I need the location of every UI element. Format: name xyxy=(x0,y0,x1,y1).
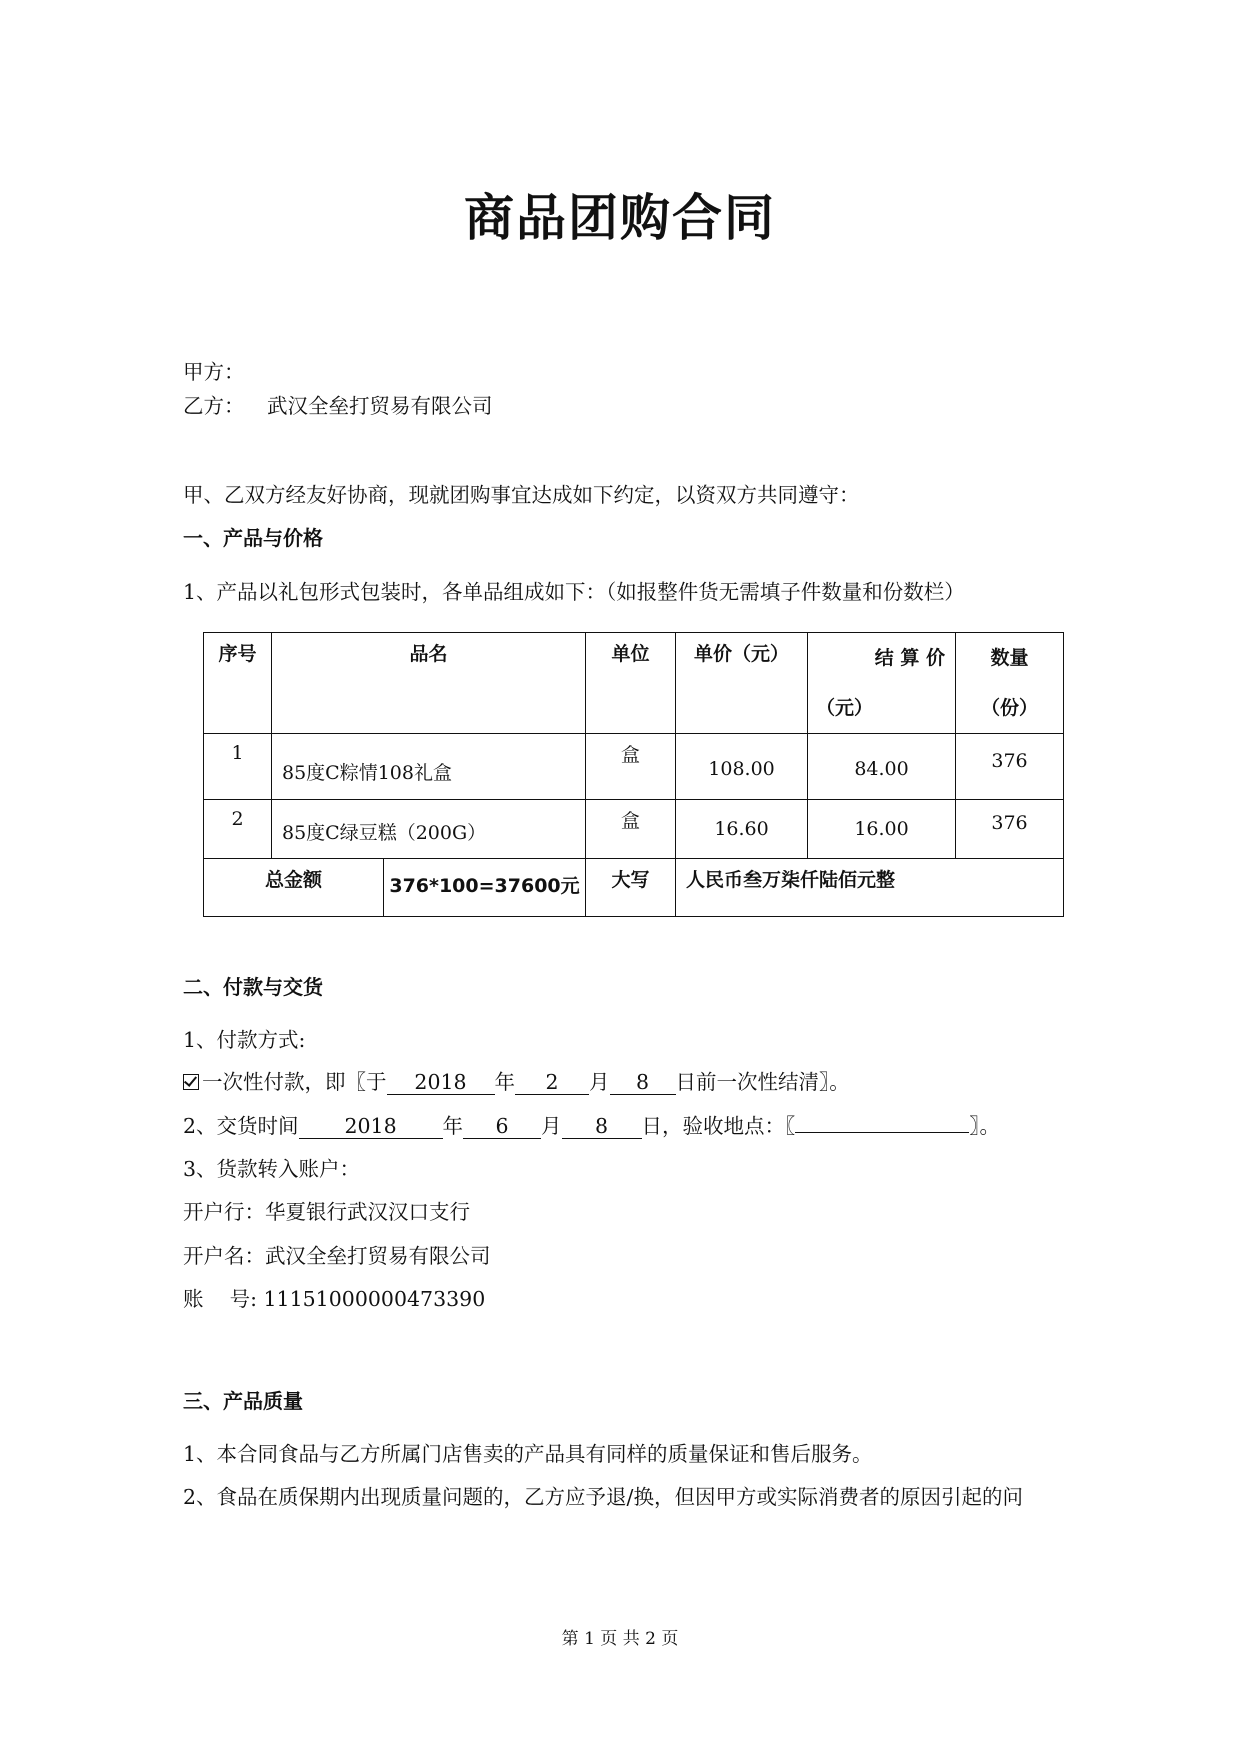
delivery-line xyxy=(183,1112,1000,1140)
section2-heading: 二、付款与交货 xyxy=(183,975,323,999)
header-settle-line1: 结 算 价 xyxy=(874,647,946,669)
bank-line xyxy=(183,1198,470,1226)
row1-settle: 84.00 xyxy=(808,734,956,800)
header-settle-line2: （元） xyxy=(816,697,874,719)
payment-prefix: 一次性付款，即〖于 xyxy=(202,1070,387,1094)
holder-line xyxy=(183,1242,491,1270)
delivery-day: 8 xyxy=(562,1114,642,1139)
row1-qty: 376 xyxy=(956,734,1064,800)
account-label: 3、货款转入账户： xyxy=(183,1157,361,1181)
delivery-month: 6 xyxy=(463,1114,541,1139)
capital-label: 大写 xyxy=(586,859,676,917)
pay-month: 2 xyxy=(515,1070,589,1095)
row1-name: 85度C粽情108礼盒 xyxy=(272,734,586,800)
header-name: 品名 xyxy=(272,633,586,734)
header-no: 序号 xyxy=(204,633,272,734)
row1-price: 108.00 xyxy=(676,734,808,800)
header-settle xyxy=(808,633,956,734)
delivery-prefix: 2、交货时间 xyxy=(183,1114,299,1138)
table-row xyxy=(204,800,1064,859)
row1-no: 1 xyxy=(204,734,272,800)
row2-no: 2 xyxy=(204,800,272,859)
checkbox-checked-icon xyxy=(183,1074,199,1090)
table-total-row xyxy=(204,859,1064,917)
header-qty xyxy=(956,633,1064,734)
acct-value: 11151000000473390 xyxy=(263,1287,486,1311)
section1-heading: 一、产品与价格 xyxy=(183,526,323,550)
header-qty-line2: （份） xyxy=(981,697,1039,719)
header-qty-line1: 数量 xyxy=(990,647,1029,669)
section3-heading: 三、产品质量 xyxy=(183,1389,303,1413)
table-header-row xyxy=(204,633,1064,734)
pay-month-char: 月 xyxy=(589,1070,610,1094)
row2-unit: 盒 xyxy=(586,800,676,859)
party-a-label: 甲方： xyxy=(183,360,245,384)
delivery-year-char: 年 xyxy=(442,1114,464,1138)
section3-item1: 1、本合同食品与乙方所属门店售卖的产品具有同样的质量保证和售后服务。 xyxy=(183,1442,873,1466)
header-unit: 单位 xyxy=(586,633,676,734)
page-footer: 第 1 页 共 2 页 xyxy=(561,1629,679,1649)
delivery-place xyxy=(795,1132,969,1133)
delivery-year: 2018 xyxy=(299,1114,443,1139)
section1-item1: 1、产品以礼包形式包装时，各单品组成如下：（如报整件货无需填子件数量和份数栏） xyxy=(183,580,965,604)
payment-suffix: 日前一次性结清〗。 xyxy=(675,1070,850,1094)
acct-line xyxy=(183,1285,485,1313)
product-table xyxy=(203,632,1064,917)
delivery-month-char: 月 xyxy=(541,1114,562,1138)
intro-text: 甲、乙双方经友好协商，现就团购事宜达成如下约定，以资双方共同遵守： xyxy=(183,483,860,507)
bank-value: 华夏银行武汉汉口支行 xyxy=(265,1200,470,1224)
total-label: 总金额 xyxy=(204,859,384,917)
acct-label: 账 号: xyxy=(183,1287,257,1311)
total-value: 376*100=37600元 xyxy=(384,859,586,917)
holder-label: 开户名： xyxy=(183,1244,265,1268)
capital-value: 人民币叁万柒仟陆佰元整 xyxy=(676,859,1064,917)
header-price: 单价（元） xyxy=(676,633,808,734)
party-b-name: 武汉全垒打贸易有限公司 xyxy=(267,394,493,418)
party-b-label: 乙方： xyxy=(183,394,245,418)
holder-value: 武汉全垒打贸易有限公司 xyxy=(265,1244,491,1268)
row2-price: 16.60 xyxy=(676,800,808,859)
document-title: 商品团购合同 xyxy=(464,189,776,247)
pay-year-char: 年 xyxy=(494,1070,515,1094)
pay-year: 2018 xyxy=(387,1070,495,1095)
payment-line xyxy=(183,1068,850,1096)
delivery-suffix: 〗。 xyxy=(969,1114,1001,1138)
pay-day: 8 xyxy=(610,1070,676,1095)
row2-settle: 16.00 xyxy=(808,800,956,859)
payment-label: 1、付款方式: xyxy=(183,1028,306,1052)
row2-name: 85度C绿豆糕（200G） xyxy=(272,800,586,859)
row1-unit: 盒 xyxy=(586,734,676,800)
section3-item2: 2、食品在质保期内出现质量问题的，乙方应予退/换，但因甲方或实际消费者的原因引起的问 xyxy=(183,1485,1023,1509)
bank-label: 开户行： xyxy=(183,1200,265,1224)
row2-qty: 376 xyxy=(956,800,1064,859)
party-b-line xyxy=(183,392,493,420)
table-row xyxy=(204,734,1064,800)
delivery-mid: 日，验收地点：〖 xyxy=(641,1114,796,1138)
party-a-line xyxy=(183,358,245,386)
